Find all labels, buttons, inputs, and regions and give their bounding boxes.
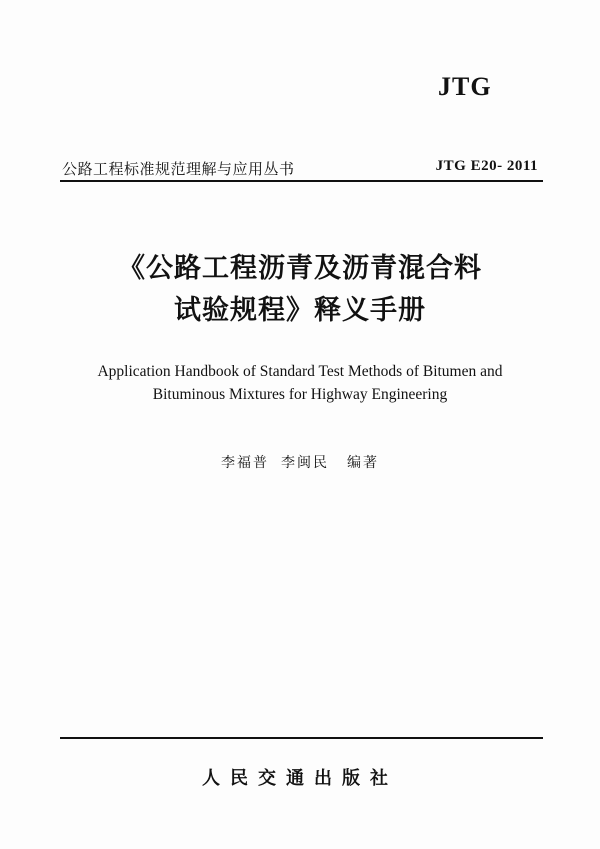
- author-role: 编著: [347, 455, 379, 471]
- author-2: 李闽民: [281, 455, 329, 471]
- english-title-line-1: Application Handbook of Standard Test Methods of Bitumen and: [97, 363, 503, 380]
- english-title-line-2: Bituminous Mixtures for Highway Engineering: [152, 386, 448, 403]
- english-title: [60, 360, 540, 406]
- bottom-divider: [60, 737, 543, 739]
- authors: [100, 452, 500, 472]
- series-title: 公路工程标准规范理解与应用丛书: [62, 160, 295, 178]
- series-header: [62, 158, 542, 182]
- standard-mark: JTG: [438, 72, 492, 101]
- publisher: 人民交通出版社: [202, 768, 398, 789]
- chinese-title-line-1: 《公路工程沥青及沥青混合料: [118, 253, 482, 284]
- top-divider: [60, 180, 543, 182]
- author-1: 李福普: [221, 455, 269, 471]
- standard-code: JTG E20- 2011: [435, 158, 538, 174]
- chinese-title-line-2: 试验规程》释义手册: [174, 295, 426, 326]
- chinese-title: [80, 248, 520, 332]
